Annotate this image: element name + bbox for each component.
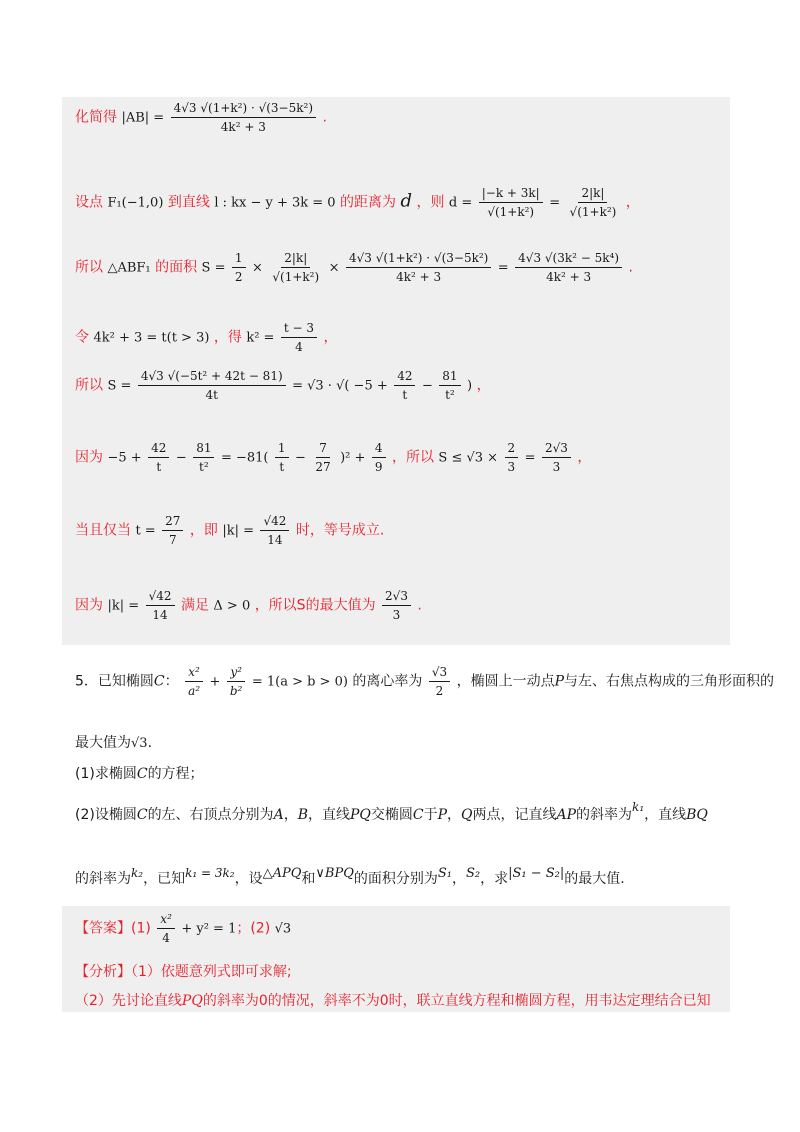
solution-line-5: 所以 S = $\frac{\text{4√3 √(−5t² + 42t − 81)}}{4t}$ = √3 · √( −5 + $\frac{42}{t}$ − $\frac{81}{\text{t²}}$ ) ， xyxy=(75,369,491,402)
problem-part-1: (1)求椭圆C的方程； xyxy=(75,766,204,782)
analysis-line-2: （2）先讨论直线PQ的斜率为0的情况，斜率不为0时，联立直线方程和椭圆方程，用韦达定理结合已知 xyxy=(75,993,711,1009)
eccentricity-fraction: $\frac{√3}{2}$ xyxy=(429,664,450,699)
solution-line-7: 当且仅当 t = $\frac{27}{7}$ ，即 |k| = $\frac{√42}{14}$ 时，等号成立. xyxy=(75,514,385,547)
frac-half: $\frac{1}{2}$ xyxy=(232,250,246,285)
answer-line: 【答案】(1) $\frac{\text{x²}}{4}$ + y² = 1；(2) √3 xyxy=(75,912,292,945)
frac-e: $\frac{4}{9}$ xyxy=(372,440,386,475)
answer-x-term: $\frac{\text{x²}}{4}$ xyxy=(157,911,175,946)
frac-t-value: $\frac{27}{7}$ xyxy=(162,513,183,548)
problem-line-1: 5．已知椭圆C： $\frac{\text{x²}}{\text{a²}}$ + $\frac{\text{y²}}{\text{b²}}$ = 1(a > b > 0) 的离心率为 $\frac{√3}{2}$ ，椭圆上一动点P与左、右焦点构成的三角形面积的 xyxy=(75,665,774,698)
solution-line-2: 设点 F₁(−1,0) 到直线 l : kx − y + 3k = 0 的距离为 d ，则 d = $\frac{|-k + 3k|}{\text{√(1+k²)}}$ = $\frac{2|k|}{\text{√(1+k²)}}$ ， xyxy=(75,186,640,219)
solution-line-3: 所以 △ABF₁ 的面积 S = $\frac{1}{2}$ × $\frac{2|k|}{\text{√(1+k²)}}$ × $\frac{\text{4√3 √(1+k²) · √(3−5k²)}}{\text{4k² + 3}}$ = $\frac{\text{4√3 √(3k² − 5k⁴)}}{\text{4k² + 3}}$ . xyxy=(75,251,633,284)
frac-area-t: $\frac{\text{4√3 √(−5t² + 42t − 81)}}{4t}$ xyxy=(138,368,286,403)
frac-c: $\frac{1}{t}$ xyxy=(275,440,289,475)
frac-b: $\frac{81}{\text{t²}}$ xyxy=(193,440,214,475)
frac-area: $\frac{\text{4√3 √(3k² − 5k⁴)}}{\text{4k² + 3}}$ xyxy=(515,250,622,285)
distance-fraction-1: $\frac{|-k + 3k|}{\text{√(1+k²)}}$ xyxy=(479,185,543,220)
point-f1: F₁(−1,0) xyxy=(107,195,164,211)
frac-81-t2: $\frac{81}{\text{t²}}$ xyxy=(439,368,460,403)
ellipse-y-term: $\frac{\text{y²}}{\text{b²}}$ xyxy=(227,664,246,699)
answer-label: 【答案】 xyxy=(75,920,131,937)
problem-part-2-line-1: (2)设椭圆C的左、右顶点分别为A，B，直线PQ交椭圆C于P，Q两点，记直线AP的斜率为k₁，直线BQ xyxy=(75,800,708,823)
ab-length-lhs: |AB| = xyxy=(121,110,165,126)
problem-part-2-line-2: 的斜率为k₂，已知k₁ = 3k₂，设△APQ和∨BPQ的面积分别为S₁，S₂，求|S₁ − S₂|的最大值. xyxy=(75,866,625,887)
frac-k-value: $\frac{√42}{14}$ xyxy=(260,513,289,548)
analysis-label: 【分析】 xyxy=(75,964,131,980)
frac-g: $\frac{2√3}{3}$ xyxy=(542,440,571,475)
ab-length-fraction: $\frac{\text{4√3 √(1+k²) · √(3−5k²)}}{\text{4k² + 3}}$ xyxy=(171,100,316,135)
solution-line-1: 化简得 |AB| = $\frac{\text{4√3 √(1+k²) · √(3−5k²)}}{\text{4k² + 3}}$ . xyxy=(75,101,327,134)
frac-f: $\frac{2}{3}$ xyxy=(505,440,519,475)
solution-line-6: 因为 −5 + $\frac{42}{t}$ − $\frac{81}{\text{t²}}$ = −81( $\frac{1}{t}$ − $\frac{7}{27}$ )² + $\frac{4}{9}$ ，所以 S ≤ √3 × $\frac{2}{3}$ = $\frac{2√3}{3}$ ， xyxy=(75,441,592,474)
problem-line-2: 最大值为√3. xyxy=(75,735,153,751)
frac-k-squared: $\frac{t - 3}{4}$ xyxy=(281,320,317,355)
frac-42-t: $\frac{42}{t}$ xyxy=(394,368,415,403)
ellipse-x-term: $\frac{\text{x²}}{\text{a²}}$ xyxy=(185,664,203,699)
frac-k-check: $\frac{√42}{14}$ xyxy=(146,588,175,623)
analysis-line-1: 【分析】（1）依题意列式即可求解; xyxy=(75,964,292,980)
line-l-equation: l : kx − y + 3k = 0 xyxy=(214,195,336,211)
frac-max-value: $\frac{2√3}{3}$ xyxy=(382,588,411,623)
frac-distance: $\frac{2|k|}{\text{√(1+k²)}}$ xyxy=(272,251,320,284)
frac-a: $\frac{42}{t}$ xyxy=(148,440,169,475)
frac-ab-length: $\frac{\text{4√3 √(1+k²) · √(3−5k²)}}{\text{4k² + 3}}$ xyxy=(346,250,491,285)
solution-line-4: 令 4k² + 3 = t(t > 3) ，得 k² = $\frac{t - 3}{4}$ ， xyxy=(75,321,338,354)
frac-d: $\frac{7}{27}$ xyxy=(315,441,331,474)
solution-line-8: 因为 |k| = $\frac{√42}{14}$ 满足 Δ > 0 ，所以S的最大值为 $\frac{2√3}{3}$ . xyxy=(75,589,422,622)
distance-fraction-2: $\frac{2|k|}{\text{√(1+k²)}}$ xyxy=(569,186,617,219)
